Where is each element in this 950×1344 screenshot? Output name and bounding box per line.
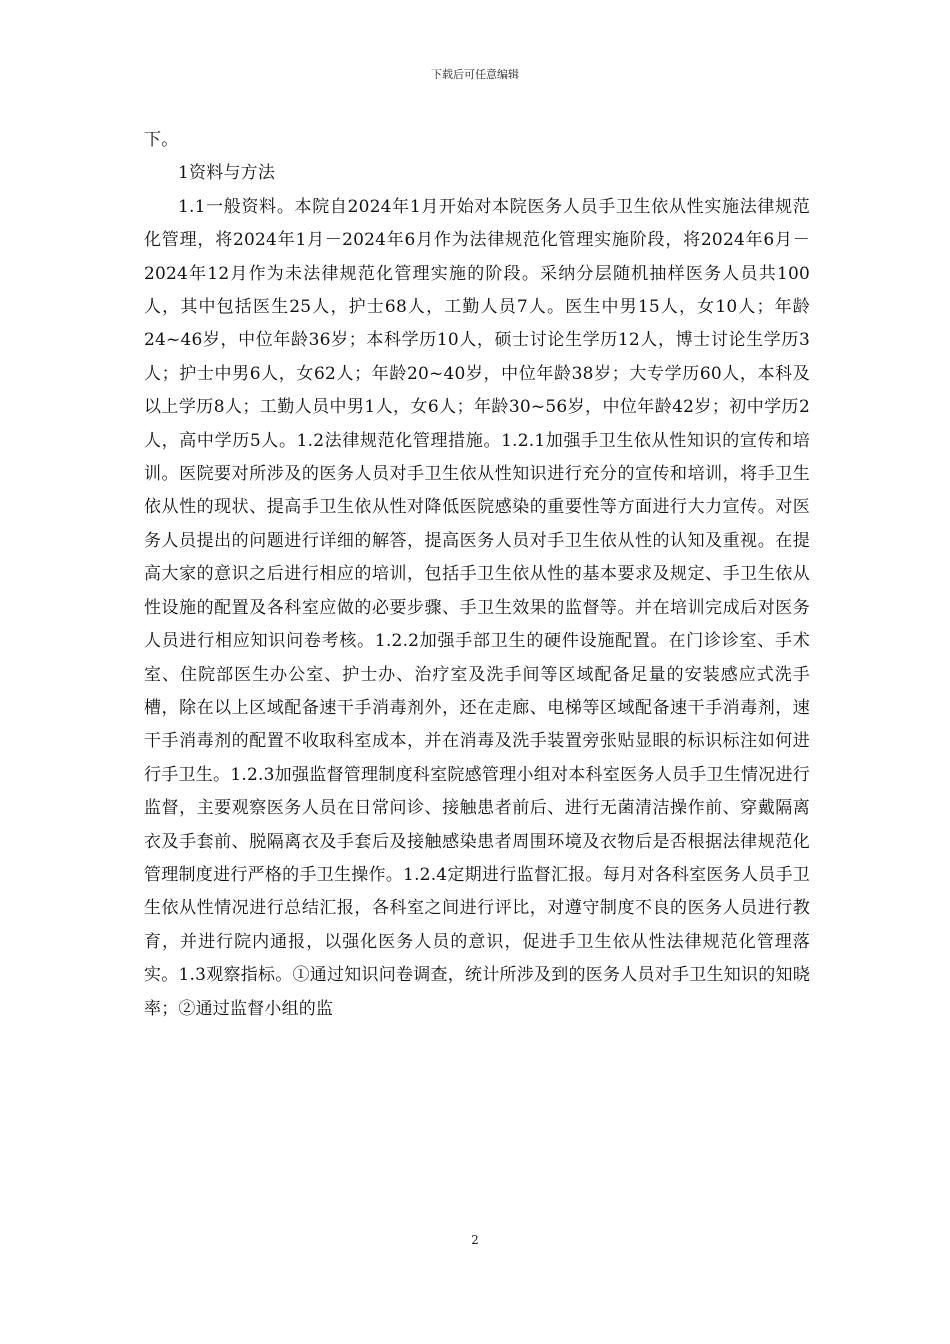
page-number: 2	[471, 1233, 479, 1247]
page-header: 下载后可任意编辑	[431, 68, 519, 81]
continuation-line: 下。	[144, 130, 179, 150]
section-heading: 1资料与方法	[178, 163, 276, 184]
document-body	[144, 124, 810, 1026]
body-paragraph: 1.1一般资料。本院自2024年1月开始对本院医务人员手卫生依从性实施法律规范化管理，将2024年1月－2024年6月作为法律规范化管理实施阶段，将2024年6月－2024年12月作为未法律规范化管理实施的阶段。采纳分层随机抽样医务人员共100人，其中包括医生25人，护士68人，工勤人员7人。医生中男15人，女10人；年龄24~46岁，中位年龄36岁；本科学历10人，硕士讨论生学历12人，博士讨论生学历3人；护士中男6人，女62人；年龄20~40岁，中位年龄38岁；大专学历60人，本科及以上学历8人；工勤人员中男1人，女6人；年龄30~56岁，中位年龄42岁；初中学历2人，高中学历5人。1.2法律规范化管理措施。1.2.1加强手卫生依从性知识的宣传和培训。医院要对所涉及的医务人员对手卫生依从性知识进行充分的宣传和培训，将手卫生依从性的现状、提高手卫生依从性对降低医院感染的重要性等方面进行大力宣传。对医务人员提出的问题进行详细的解答，提高医务人员对手卫生依从性的认知及重视。在提高大家的意识之后进行相应的培训，包括手卫生依从性的基本要求及规定、手卫生依从性设施的配置及各科室应做的必要步骤、手卫生效果的监督等。并在培训完成后对医务人员进行相应知识问卷考核。1.2.2加强手部卫生的硬件设施配置。在门诊诊室、手术室、住院部医生办公室、护士办、治疗室及洗手间等区域配备足量的安装感应式洗手槽，除在以上区域配备速干手消毒剂外，还在走廊、电梯等区域配备速干手消毒剂，速干手消毒剂的配置不收取科室成本，并在消毒及洗手装置旁张贴显眼的标识标注如何进行手卫生。1.2.3加强监督管理制度科室院感管理小组对本科室医务人员手卫生情况进行监督，主要观察医务人员在日常问诊、接触患者前后、进行无菌清洁操作前、穿戴隔离衣及手套前、脱隔离衣及手套后及接触感染患者周围环境及衣物后是否根据法律规范化管理制度进行严格的手卫生操作。1.2.4定期进行监督汇报。每月对各科室医务人员手卫生依从性情况进行总结汇报，各科室之间进行评比，对遵守制度不良的医务人员进行教育，并进行院内通报，以强化医务人员的意识，促进手卫生依从性法律规范化管理落实。1.3观察指标。①通过知识问卷调查，统计所涉及到的医务人员对手卫生知识的知晓率；②通过监督小组的监	[144, 196, 810, 1019]
